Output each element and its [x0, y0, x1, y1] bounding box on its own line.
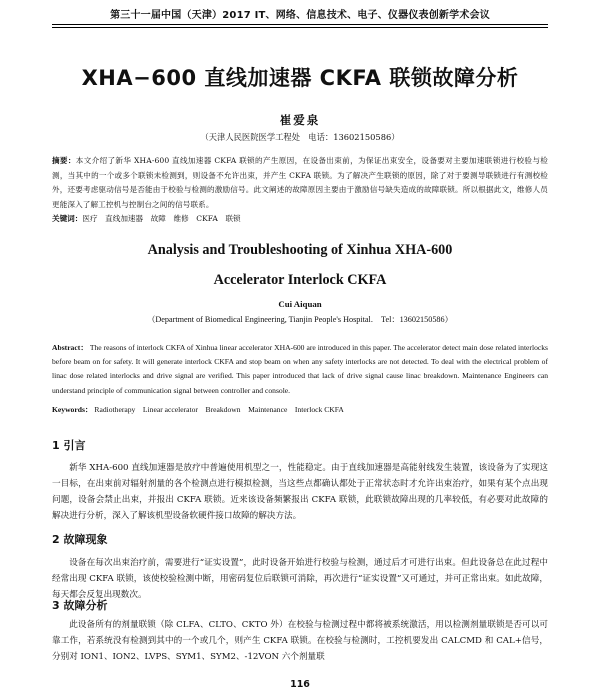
section-body-introduction: 新华 XHA-600 直线加速器是放疗中普遍使用机型之一，性能稳定。由于直线加速器是高能射线发生装置，该设备为了实现这一目标，在出束前对辐射剂量的各个检测点进行模拟检测，当这些点都确认都处于正常状态时才允许出束治疗，如果有某个点出现问题，设备会禁止出束，并报出 CKFA 联锁。近来该设备频繁报出 CKFA 联锁，此联锁故障出现的几率较低，有必要对此故障的解决进行分析，深入了解该机型设备软硬件接口故障的解决方法。	[52, 463, 548, 521]
paper-title-cn: XHA−600 直线加速器 CKFA 联锁故障分析	[81, 66, 519, 90]
abstract-en	[52, 341, 548, 398]
author-en: Cui Aiquan	[278, 299, 322, 309]
running-header: 第三十一届中国（天津）2017 IT、网络、信息技术、电子、仪器仪表创新学术会议	[110, 10, 490, 21]
keywords-cn-label: 关键词：	[52, 214, 83, 223]
section-heading-introduction: 1 引言	[52, 439, 86, 452]
affiliation-cn: （天津人民医院医学工程处 电话：13602150586）	[200, 132, 400, 142]
keywords-en-text: Radiotherapy Linear accelerator Breakdown Maintenance Interlock CKFA	[94, 405, 344, 414]
paper-title-en-line1: Analysis and Troubleshooting of Xinhua XHA-600	[147, 242, 453, 258]
section-heading-fault-analysis: 3 故障分析	[52, 599, 108, 612]
keywords-cn	[52, 213, 548, 224]
affiliation-en: （Department of Biomedical Engineering, Tianjin People's Hospital. Tel：13602150586）	[147, 315, 453, 324]
abstract-en-text: The reasons of interlock CKFA of Xinhua linear accelerator XHA-600 are introduced in this paper. The accelerator detect main dose related interlocks before beam on for safety. It will generate interlock CKFA and stop beam on when any safety interlocks are not detected. To deal with the electrical problem of linac dose related interlocks and drive signal are verified. This paper introduced that lack of drive signal cause linac breakdown. Maintenance Engineers can understand principle of communication signal between controller and console.	[52, 343, 548, 395]
header-rule	[52, 27, 548, 28]
abstract-cn-text: 本文介绍了新华 XHA-600 直线加速器 CKFA 联锁的产生原因，在设备出束前，为保证出束安全，设备要对主要加速联锁进行校验与检测，当其中的一个或多个联锁未检测到，则设备不允许出束，并产生 CKFA 联锁。为了解决产生联锁的原因，除了对于要测导联锁进行有测校检外，还要考虑驱动信号是否能由于校验与检测的激励信号。此文阐述的故障原因主要由于激励信号缺失造成的故障联锁。所以根据此文，维修人员更能深入了解工控机与控制台之间的信号联系。	[52, 156, 548, 209]
section-body-fault-analysis: 此设备所有的剂量联锁（除 CLFA、CLTO、CKTO 外）在校验与检测过程中都将被系统激活，用以检测剂量联锁是否可以可靠工作，若系统没有检测到其中的一个或几个，则产生 CKFA 联锁。在校验与检测时，工控机要发出 CALCMD 和 CAL+信号，分别对 ION1、ION2、LVPS、SYM1、SYM2、-12VON 六个剂量联	[52, 620, 548, 662]
keywords-en-label: Keywords：	[52, 405, 93, 414]
author-cn: 崔爱泉	[279, 113, 321, 127]
page-number: 116	[290, 679, 310, 690]
abstract-en-label: Abstract：	[52, 343, 89, 352]
keywords-cn-text: 医疗 直线加速器 故障 维修 CKFA 联锁	[82, 214, 241, 223]
paper-title-en-line2: Accelerator Interlock CKFA	[213, 272, 387, 288]
abstract-cn	[52, 154, 548, 212]
header-rule	[52, 24, 548, 25]
section-heading-fault-phenomenon: 2 故障现象	[52, 533, 108, 546]
abstract-cn-label: 摘要：	[52, 156, 76, 165]
keywords-en	[52, 404, 548, 415]
section-body-fault-phenomenon: 设备在每次出束治疗前，需要进行“证实设置”，此时设备开始进行校验与检测，通过后才可进行出束。但此设备总在此过程中经常出现 CKFA 联锁，该使校验检测中断，用密码复位后联锁可消除，再次进行“证实设置”又可通过，并可正常出束。如此故障，每天都会反复出现数次。	[52, 558, 548, 600]
